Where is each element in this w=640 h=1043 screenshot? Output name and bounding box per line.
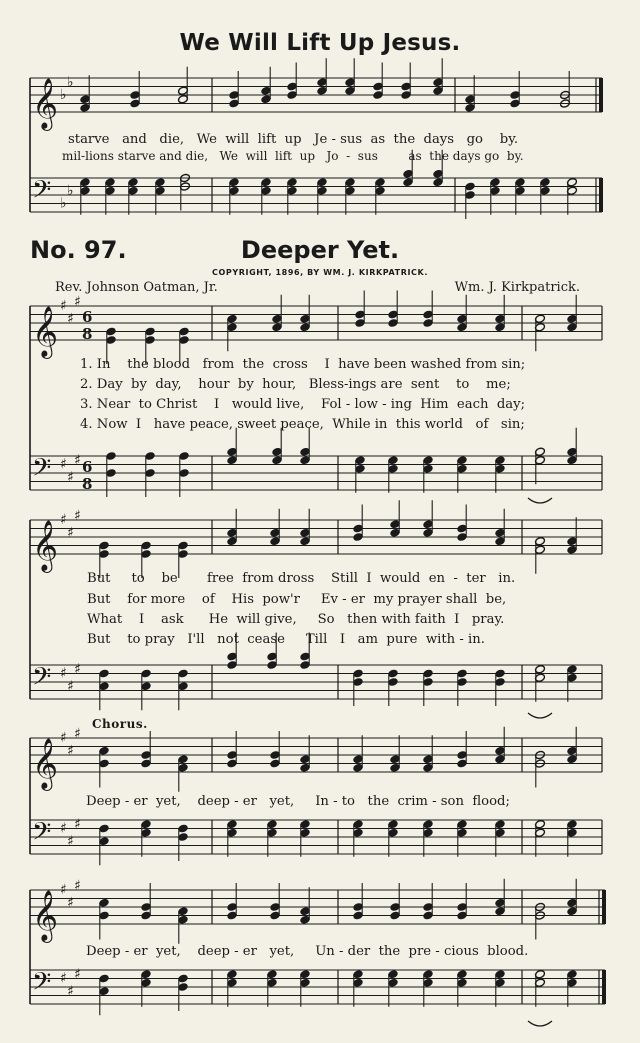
copyright-notice: COPYRIGHT, 1896, BY WM. J. KIRKPATRICK. xyxy=(212,268,428,277)
verse-1-line-b: But to be free from dross Still I would en - ter in. xyxy=(87,571,516,586)
previous-lyric-line-2: mil-lions starve and die, We will lift up Jo - sus as the days go by. xyxy=(62,149,524,163)
clef-symbol: 𝄞 xyxy=(32,738,59,789)
chorus-line-1: Deep - er yet, deep - er yet, In - to the crim - son flood; xyxy=(86,794,510,809)
key-signature-accidental: ♯ xyxy=(74,452,81,469)
key-signature-accidental: ♯ xyxy=(74,816,81,833)
key-signature-accidental: ♭ xyxy=(67,74,74,91)
clef-symbol: 𝄢 xyxy=(32,967,52,1003)
key-signature-accidental: ♯ xyxy=(60,820,67,837)
key-signature-accidental: ♭ xyxy=(60,195,67,212)
key-signature-accidental: ♯ xyxy=(67,894,74,911)
key-signature-accidental: ♯ xyxy=(74,966,81,983)
verse-2-line-a: 2. Day by day, hour by hour, Bless-ings are sent to me; xyxy=(80,377,511,392)
key-signature-accidental: ♭ xyxy=(67,182,74,199)
verse-3-line-b: What I ask He will give, So then with faith I pray. xyxy=(87,612,505,627)
hymn-number: No. 97. xyxy=(30,236,127,264)
time-signature: 8 xyxy=(82,325,93,343)
key-signature-accidental: ♯ xyxy=(67,310,74,327)
key-signature-accidental: ♯ xyxy=(60,665,67,682)
key-signature-accidental: ♯ xyxy=(74,661,81,678)
key-signature-accidental: ♯ xyxy=(67,833,74,850)
key-signature-accidental: ♯ xyxy=(60,456,67,473)
clef-symbol: 𝄞 xyxy=(32,306,59,357)
key-signature-accidental: ♭ xyxy=(60,87,67,103)
time-signature: 6 xyxy=(82,458,93,476)
key-signature-accidental: ♯ xyxy=(60,882,67,898)
clef-symbol: 𝄢 xyxy=(32,453,52,489)
hymn-title: Deeper Yet. xyxy=(240,236,400,264)
key-signature-accidental: ♯ xyxy=(60,512,67,528)
clef-symbol: 𝄢 xyxy=(32,175,52,211)
time-signature: 8 xyxy=(82,475,93,493)
key-signature-accidental: ♯ xyxy=(67,469,74,486)
clef-symbol: 𝄞 xyxy=(32,520,59,571)
time-signature: 6 xyxy=(82,308,93,326)
key-signature-accidental: ♯ xyxy=(60,970,67,987)
clef-symbol: 𝄞 xyxy=(32,78,59,129)
composer-credit: Wm. J. Kirkpatrick. xyxy=(454,280,580,295)
key-signature-accidental: ♯ xyxy=(60,298,67,314)
chorus-label: Chorus. xyxy=(92,717,148,731)
previous-hymn-title: We Will Lift Up Jesus. xyxy=(179,30,461,56)
key-signature-accidental: ♯ xyxy=(67,678,74,695)
key-signature-accidental: ♯ xyxy=(60,730,67,746)
key-signature-accidental: ♯ xyxy=(67,983,74,1000)
tie-arc xyxy=(528,498,552,503)
key-signature-accidental: ♯ xyxy=(74,293,81,310)
previous-lyric-line-1: starve and die, We will lift up Je - sus as the days go by. xyxy=(68,132,519,147)
author-credit: Rev. Johnson Oatman, Jr. xyxy=(55,280,218,295)
verse-2-line-b: But for more of His pow'r Ev - er my prayer shall be, xyxy=(87,592,507,607)
verse-4-line-a: 4. Now I have peace, sweet peace, While in this world of sin; xyxy=(80,417,525,432)
tie-arc xyxy=(528,713,552,718)
clef-symbol: 𝄢 xyxy=(32,662,52,698)
key-signature-accidental: ♯ xyxy=(74,725,81,742)
key-signature-accidental: ♯ xyxy=(74,507,81,524)
key-signature-accidental: ♯ xyxy=(67,524,74,541)
key-signature-accidental: ♯ xyxy=(67,742,74,759)
clef-symbol: 𝄞 xyxy=(32,890,59,941)
verse-4-line-b: But to pray I'll not cease Till I am pure with - in. xyxy=(87,632,485,647)
verse-3-line-a: 3. Near to Christ I would live, Fol - low - ing Him each day; xyxy=(80,397,526,412)
verse-1-line-a: 1. In the blood from the cross I have been washed from sin; xyxy=(80,357,526,372)
clef-symbol: 𝄢 xyxy=(32,817,52,853)
key-signature-accidental: ♯ xyxy=(74,877,81,894)
chorus-line-2: Deep - er yet, deep - er yet, Un - der the pre - cious blood. xyxy=(86,944,529,959)
tie-arc xyxy=(528,1021,552,1026)
